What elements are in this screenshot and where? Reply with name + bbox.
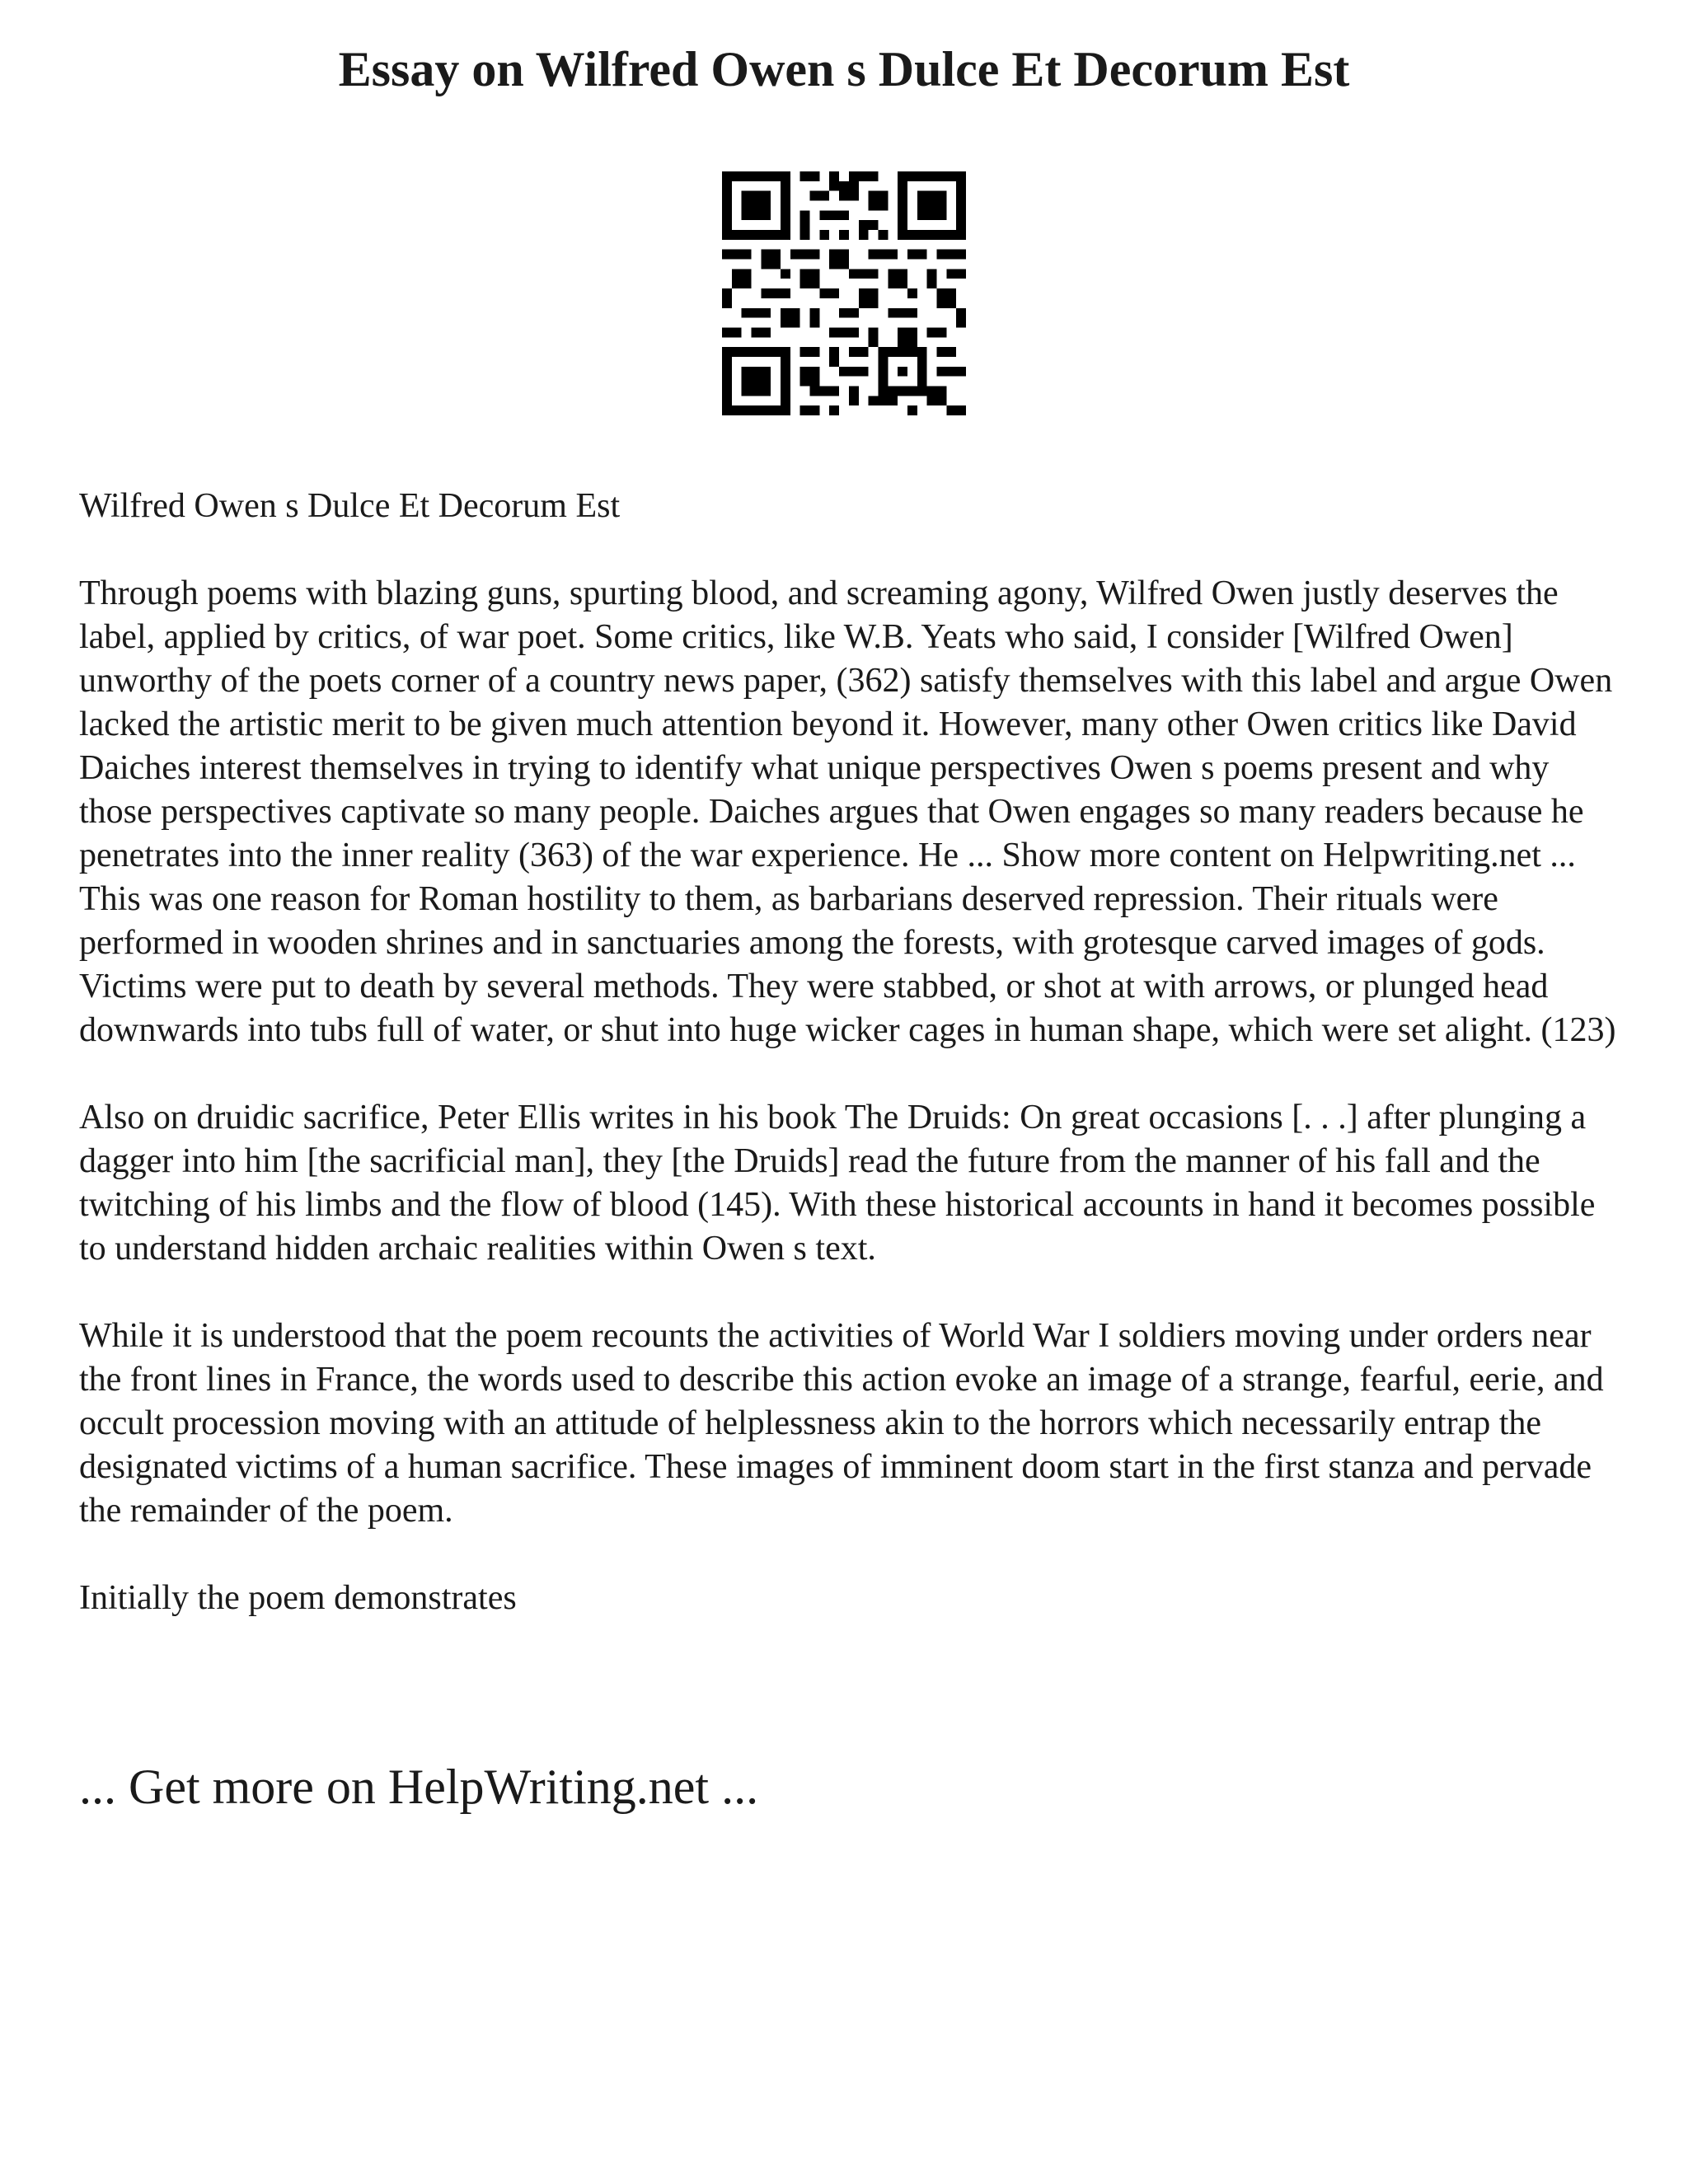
essay-subtitle: Wilfred Owen s Dulce Et Decorum Est	[79, 487, 621, 525]
paragraph-1: Through poems with blazing guns, spurting blood, and screaming agony, Wilfred Owen justly deserves the label, applied by critics, of war poet. Some critics, like W.B. Yeats who said, I consider [Wilfred Owen] unworthy of the poets corner of a country news paper, (362) satisfy themselves with this label and argue Owen lacked the artistic merit to be given much attention beyond it. However, many other Owen critics like David Daiches interest themselves in trying to identify what unique perspectives Owen s poems present and why those perspectives captivate so many people. Daiches argues that Owen engages so many readers because he penetrates into the inner reality (363) of the war experience. He ... Show more content on Helpwriting.net ...	[79, 574, 1613, 874]
essay-body	[79, 485, 1629, 1620]
paragraph-2: This was one reason for Roman hostility to them, as barbarians deserved repression. Their rituals were performed in wooden shrines and in sanctuaries among the forests, with grotesque carved images of gods. Victims were put to death by several methods. They were stabbed, or shot at with arrows, or plunged head downwards into tubs full of water, or shut into huge wicker cages in human shape, which were set alight. (123)	[79, 880, 1616, 1049]
document-title: Essay on Wilfred Owen s Dulce Et Decorum Est	[338, 42, 1350, 96]
get-more-link[interactable]: ... Get more on HelpWriting.net ...	[79, 1760, 759, 1814]
paragraph-5: Initially the poem demonstrates	[79, 1579, 517, 1617]
paragraph-3: Also on druidic sacrifice, Peter Ellis writes in his book The Druids: On great occasions [. . .] after plunging a dagger into him [the sacrificial man], they [the Druids] read the future from the manner of his fall and the twitching of his limbs and the flow of blood (145). With these historical accounts in hand it becomes possible to understand hidden archaic realities within Owen s text.	[79, 1099, 1596, 1268]
paragraph-4: While it is understood that the poem recounts the activities of World War I soldiers moving under orders near the front lines in France, the words used to describe this action evoke an image of a strange, fearful, eerie, and occult procession moving with an attitude of helplessness akin to the horrors which necessarily entrap the designated victims of a human sacrifice. These images of imminent doom start in the first stanza and pervade the remainder of the poem.	[79, 1317, 1604, 1530]
qr-code-icon	[722, 171, 966, 415]
